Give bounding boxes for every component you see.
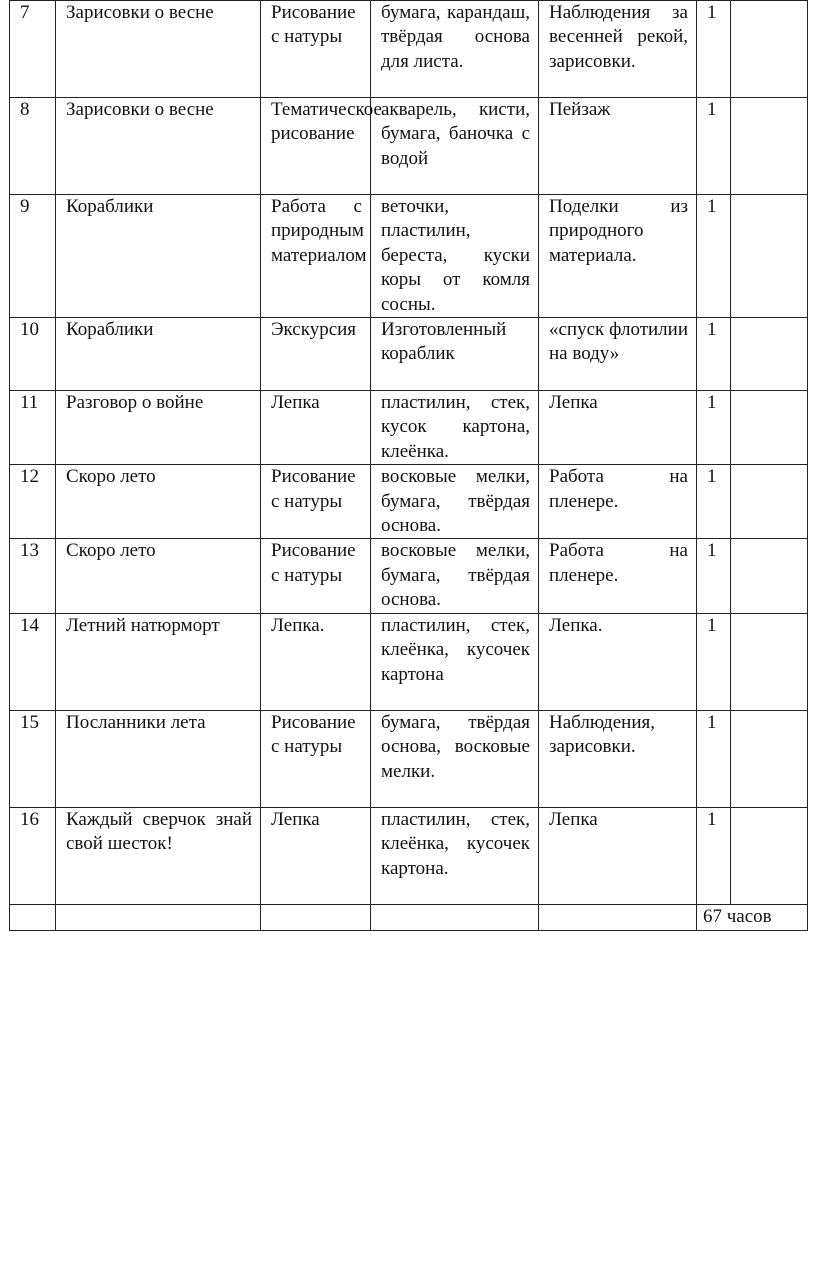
table-row [10,1,808,98]
lesson-hours: 1 [697,807,731,904]
lesson-form: Экскурсия [261,318,371,391]
table-row [10,710,808,807]
table-row [10,613,808,710]
lesson-result: Поделки из природного материала. [539,195,697,318]
lesson-topic: Скоро лето [56,539,261,613]
lesson-result: Наблюдения за весенней рекой, зарисовки. [539,1,697,98]
lesson-materials: акварель, кисти, бумага, баночка с водой [371,98,539,195]
lesson-number: 15 [10,710,56,807]
lesson-topic: Кораблики [56,318,261,391]
lesson-hours: 1 [697,195,731,318]
empty-cell [731,710,808,807]
empty-cell [731,391,808,465]
lesson-topic: Зарисовки о весне [56,98,261,195]
lesson-topic: Кораблики [56,195,261,318]
lesson-result: «спуск флотилии на воду» [539,318,697,391]
empty-cell [731,613,808,710]
empty-cell [731,318,808,391]
lesson-hours: 1 [697,391,731,465]
lesson-topic: Каждый сверчок знай свой шесток! [56,807,261,904]
lesson-materials: веточки, пластилин, береста, куски коры от комля сосны. [371,195,539,318]
empty-cell [731,807,808,904]
lesson-materials: восковые мелки, бумага, твёрдая основа. [371,539,539,613]
empty-cell [56,904,261,930]
lesson-number: 14 [10,613,56,710]
lesson-plan-table [9,0,808,931]
lesson-form: Рисование с натуры [261,710,371,807]
empty-cell [371,904,539,930]
total-row [10,904,808,930]
table-row [10,539,808,613]
table-row [10,318,808,391]
lesson-materials: бумага, твёрдая основа, восковые мелки. [371,710,539,807]
lesson-number: 7 [10,1,56,98]
lesson-number: 16 [10,807,56,904]
lesson-result: Лепка [539,807,697,904]
empty-cell [731,98,808,195]
lesson-form: Рисование с натуры [261,465,371,539]
empty-cell [731,465,808,539]
lesson-materials: пластилин, стек, кусок картона, клеёнка. [371,391,539,465]
lesson-result: Работа на пленере. [539,539,697,613]
lesson-number: 9 [10,195,56,318]
empty-cell [731,195,808,318]
lesson-topic: Зарисовки о весне [56,1,261,98]
empty-cell [731,539,808,613]
empty-cell [731,1,808,98]
lesson-form: Тематическое рисование [261,98,371,195]
lesson-form: Рисование с натуры [261,1,371,98]
lesson-materials: пластилин, стек, клеёнка, кусочек картона [371,613,539,710]
lesson-number: 8 [10,98,56,195]
lesson-hours: 1 [697,539,731,613]
lesson-hours: 1 [697,613,731,710]
lesson-form: Лепка. [261,613,371,710]
table-row [10,98,808,195]
lesson-form: Лепка [261,807,371,904]
empty-cell [539,904,697,930]
lesson-result: Лепка. [539,613,697,710]
lesson-topic: Летний натюрморт [56,613,261,710]
table-row [10,391,808,465]
lesson-number: 12 [10,465,56,539]
total-hours: 67 часов [697,904,808,930]
lesson-number: 10 [10,318,56,391]
lesson-topic: Посланники лета [56,710,261,807]
table-row [10,807,808,904]
lesson-hours: 1 [697,710,731,807]
lesson-result: Лепка [539,391,697,465]
table-row [10,465,808,539]
lesson-topic: Скоро лето [56,465,261,539]
lesson-hours: 1 [697,98,731,195]
lesson-number: 11 [10,391,56,465]
lesson-hours: 1 [697,1,731,98]
lesson-materials: пластилин, стек, клеёнка, кусочек картона. [371,807,539,904]
lesson-materials: восковые мелки, бумага, твёрдая основа. [371,465,539,539]
table-row [10,195,808,318]
empty-cell [10,904,56,930]
lesson-form: Рисование с натуры [261,539,371,613]
lesson-result: Работа на пленере. [539,465,697,539]
lesson-number: 13 [10,539,56,613]
lesson-materials: Изготовленный кораблик [371,318,539,391]
lesson-form: Работа с природным материалом [261,195,371,318]
lesson-hours: 1 [697,465,731,539]
lesson-topic: Разговор о войне [56,391,261,465]
lesson-result: Наблюдения, зарисовки. [539,710,697,807]
lesson-hours: 1 [697,318,731,391]
empty-cell [261,904,371,930]
lesson-form: Лепка [261,391,371,465]
lesson-result: Пейзаж [539,98,697,195]
lesson-materials: бумага, карандаш, твёрдая основа для листа. [371,1,539,98]
